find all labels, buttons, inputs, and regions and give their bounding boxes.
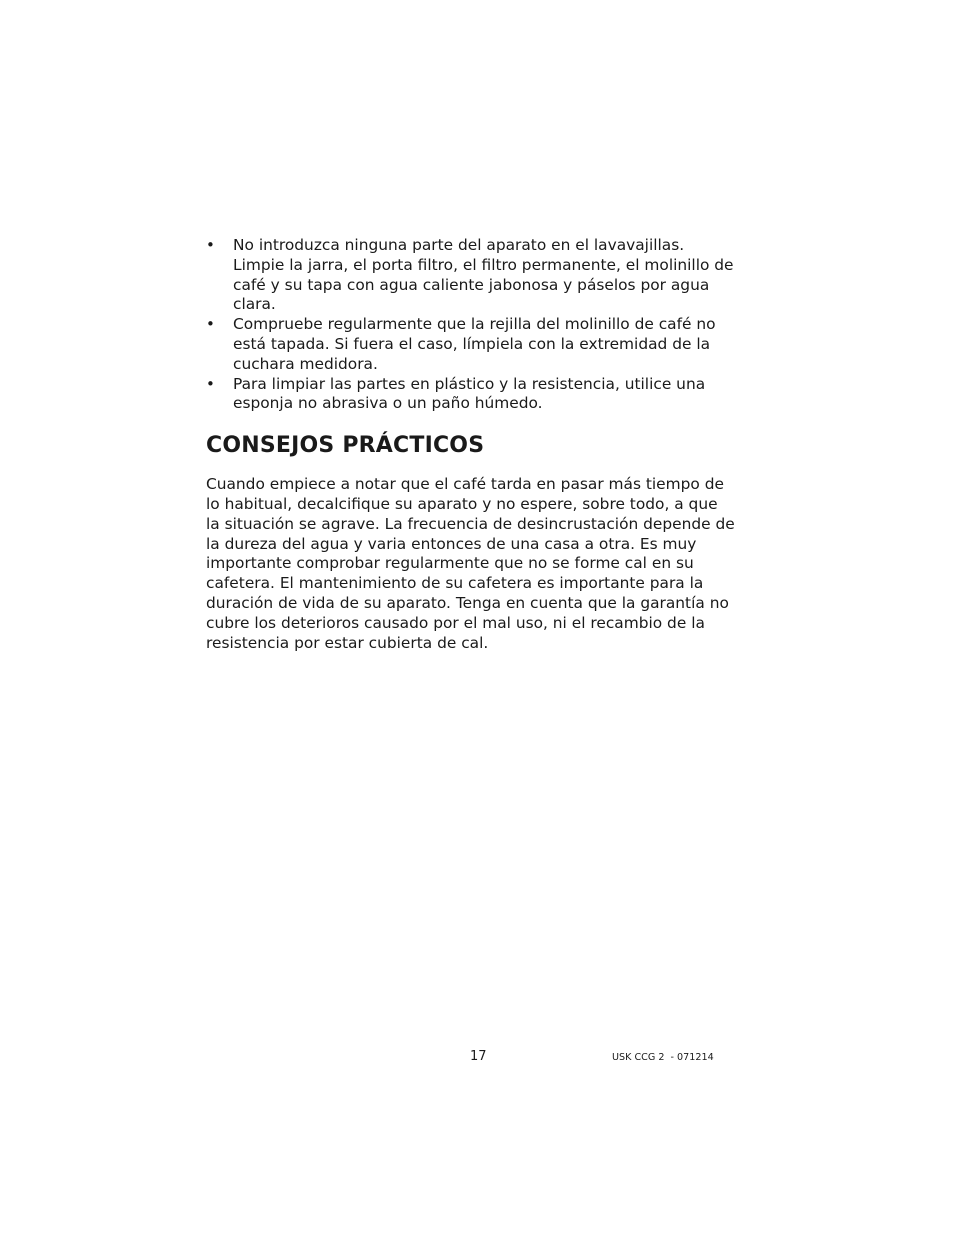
list-item-text: No introduzca ninguna parte del aparato en el lavavajillas. Limpie la jarra, el porta filtro, el filtro permanente, el molinillo de café y su tapa con agua caliente jabonosa y páselos por agua clara. xyxy=(233,236,734,314)
section-heading: CONSEJOS PRÁCTICOS xyxy=(206,433,485,459)
page-number: 17 xyxy=(470,1049,487,1064)
bullet-icon: • xyxy=(206,315,215,334)
bullet-icon: • xyxy=(206,374,215,393)
list-item xyxy=(206,236,736,315)
list-item xyxy=(206,375,736,415)
list-item-text: Para limpiar las partes en plástico y la resistencia, utilice una esponja no abrasiva o un paño húmedo. xyxy=(233,374,706,413)
list-item-text: Compruebe regularmente que la rejilla del molinillo de café no está tapada. Si fuera el caso, límpiela con la extremidad de la cuchara medidora. xyxy=(233,315,716,373)
list-item xyxy=(206,315,736,374)
page-content xyxy=(206,236,736,653)
cleaning-instructions-list xyxy=(206,236,736,414)
document-code: USK CCG 2 - 071214 xyxy=(612,1052,714,1063)
tips-paragraph: Cuando empiece a notar que el café tarda en pasar más tiempo de lo habitual, decalcifique su aparato y no espere, sobre todo, a que la situación se agrave. La frecuencia de desincrustación depende de la dureza del agua y varia entonces de una casa a otra. Es muy importante comprobar regularmente que no se forme cal en su cafetera. El mantenimiento de su cafetera es importante para la duración de vida de su aparato. Tenga en cuenta que la garantía no cubre los deterioros causado por el mal uso, ni el recambio de la resistencia por estar cubierta de cal. xyxy=(206,475,735,652)
bullet-icon: • xyxy=(206,236,215,254)
